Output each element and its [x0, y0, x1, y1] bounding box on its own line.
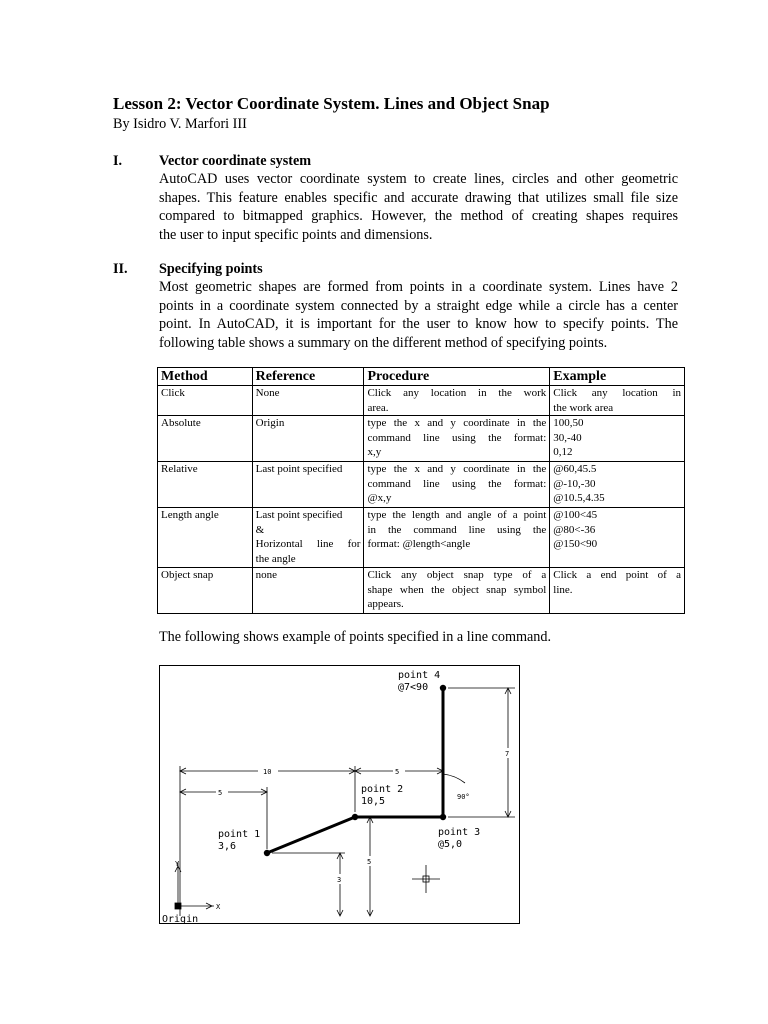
cell-procedure — [364, 508, 550, 568]
cell-method: Click — [158, 386, 253, 416]
cell-procedure — [364, 386, 550, 416]
point-3-name: point 3 — [438, 827, 481, 838]
dim-7-label: 7 — [505, 750, 510, 758]
cell-line: the angle — [255, 552, 296, 565]
cell-procedure — [364, 416, 550, 462]
dimension-5-vertical — [367, 817, 373, 916]
point-4-marker — [440, 685, 446, 691]
cell-line: x,y — [367, 446, 382, 459]
document-author: By Isidro V. Marfori III — [113, 116, 247, 132]
section-2-heading: Specifying points — [159, 261, 263, 277]
angle-label: 90° — [457, 793, 470, 801]
angle-arc — [443, 774, 465, 783]
document-title: Lesson 2: Vector Coordinate System. Lines and Object Snap — [113, 94, 550, 113]
cell-line: appears. — [367, 598, 404, 611]
cell-line: 0,12 — [553, 446, 573, 459]
cell-line: Click any object snap type of a — [367, 569, 547, 582]
cell-line: area. — [367, 401, 389, 414]
section-2-paragraph — [159, 278, 678, 352]
cell-reference — [252, 386, 364, 416]
cell-line: Click a end point of a — [553, 569, 681, 582]
cell-line: shape when the object snap symbol — [367, 583, 547, 596]
cell-line: @100<45 — [553, 509, 598, 522]
point-1-marker — [264, 850, 270, 856]
table-row — [158, 416, 685, 462]
cell-line: Click any location in — [553, 387, 681, 399]
dim-3-label: 3 — [337, 876, 342, 884]
dimension-10 — [180, 766, 355, 916]
header-method: Method — [158, 368, 253, 386]
table-header-row — [158, 368, 685, 386]
cell-line: the work area — [553, 401, 614, 414]
dim-5-left-label: 5 — [218, 789, 223, 797]
cell-line: Last point specified — [255, 463, 343, 476]
cell-line: @150<90 — [553, 538, 598, 551]
cell-method: Object snap — [158, 568, 253, 614]
cell-line: @-10,-30 — [553, 477, 596, 490]
cell-line: format: @length<angle — [367, 538, 471, 551]
table-row — [158, 462, 685, 508]
cell-line: type the length and angle of a point — [367, 509, 547, 522]
point-2-marker — [352, 814, 358, 820]
point-3-coord: @5,0 — [438, 839, 463, 850]
cell-line: @60,45.5 — [553, 463, 597, 476]
cell-reference — [252, 462, 364, 508]
paragraph-line: following table shows a summary on the different method of specifying points. — [159, 334, 608, 351]
dim-5-top-label: 5 — [395, 768, 400, 776]
cell-line: type the x and y coordinate in the — [367, 463, 547, 476]
cell-line: type the x and y coordinate in the — [367, 417, 547, 430]
axis-y-label: Y — [175, 860, 180, 868]
cell-line: none — [255, 569, 278, 582]
cell-line: 30,-40 — [553, 431, 582, 444]
point-2-name: point 2 — [361, 784, 404, 795]
section-1-number: I. — [113, 153, 123, 169]
crosshair-cursor-icon — [412, 865, 440, 893]
paragraph-line: AutoCAD uses vector coordinate system to create lines, circles and other geometric — [159, 171, 678, 187]
ucs-axis-icon — [175, 862, 214, 909]
cell-line: Origin — [255, 417, 285, 430]
dim-10-label: 10 — [263, 768, 272, 776]
table-row — [158, 386, 685, 416]
paragraph-line: the user to input specific points and dimensions. — [159, 226, 433, 243]
line-command-figure — [159, 665, 520, 924]
header-procedure: Procedure — [364, 368, 550, 386]
axis-x-label: X — [216, 903, 221, 911]
point-2-coord: 10,5 — [361, 796, 386, 807]
cell-line: command line using the format: — [367, 477, 547, 490]
cell-line: command line using the format: — [367, 431, 547, 444]
cell-line: 100,50 — [553, 417, 584, 430]
cell-method: Relative — [158, 462, 253, 508]
cell-line: None — [255, 387, 280, 399]
header-example: Example — [550, 368, 685, 386]
cell-reference — [252, 568, 364, 614]
point-3-marker — [440, 814, 446, 820]
cell-example — [550, 416, 685, 462]
cell-line: @80<-36 — [553, 523, 596, 536]
origin-label: Origin — [162, 914, 199, 925]
table-row — [158, 568, 685, 614]
cell-example — [550, 462, 685, 508]
section-1-paragraph — [159, 170, 678, 244]
cell-reference — [252, 508, 364, 568]
cell-line: Horizontal line for — [255, 538, 361, 551]
point-1-coord: 3,6 — [218, 841, 237, 852]
cad-drawing — [160, 666, 521, 925]
cell-procedure — [364, 462, 550, 508]
cell-example — [550, 568, 685, 614]
paragraph-line: points in a coordinate system connected by a straight edge while a circle has a center — [159, 297, 678, 314]
cell-line: in the command line using the — [367, 523, 547, 536]
cell-method: Absolute — [158, 416, 253, 462]
cell-line: Last point specified — [255, 509, 343, 522]
paragraph-line: compared to bitmapped graphics. However, the method of creating shapes requires — [159, 208, 678, 224]
paragraph-line: Most geometric shapes are formed from points in a coordinate system. Lines have 2 — [159, 279, 678, 295]
point-1-name: point 1 — [218, 829, 261, 840]
point-4-coord: @7<90 — [398, 682, 429, 693]
points-table — [157, 367, 685, 614]
section-1-heading: Vector coordinate system — [159, 153, 312, 169]
cell-line: line. — [553, 583, 573, 596]
dimension-3 — [272, 853, 345, 916]
dim-5-vertical-label: 5 — [367, 858, 372, 866]
cell-procedure — [364, 568, 550, 614]
cell-example — [550, 386, 685, 416]
section-2-number: II. — [113, 261, 128, 277]
point-4-name: point 4 — [398, 670, 441, 681]
cell-line: Click any location in the work — [367, 387, 547, 399]
cell-line: @x,y — [367, 492, 392, 505]
figure-caption: The following shows example of points specified in a line command. — [159, 629, 552, 645]
table-row — [158, 508, 685, 568]
paragraph-line: point. In AutoCAD, it is important for the user to know how to specify points. The — [159, 316, 678, 332]
cell-example — [550, 508, 685, 568]
cell-reference — [252, 416, 364, 462]
header-reference: Reference — [252, 368, 364, 386]
cell-method: Length angle — [158, 508, 253, 568]
paragraph-line: shapes. This feature enables specific and accurate drawing that utilizes small file size — [159, 189, 678, 206]
cell-line: @10.5,4.35 — [553, 492, 605, 505]
cell-line: & — [255, 523, 265, 536]
